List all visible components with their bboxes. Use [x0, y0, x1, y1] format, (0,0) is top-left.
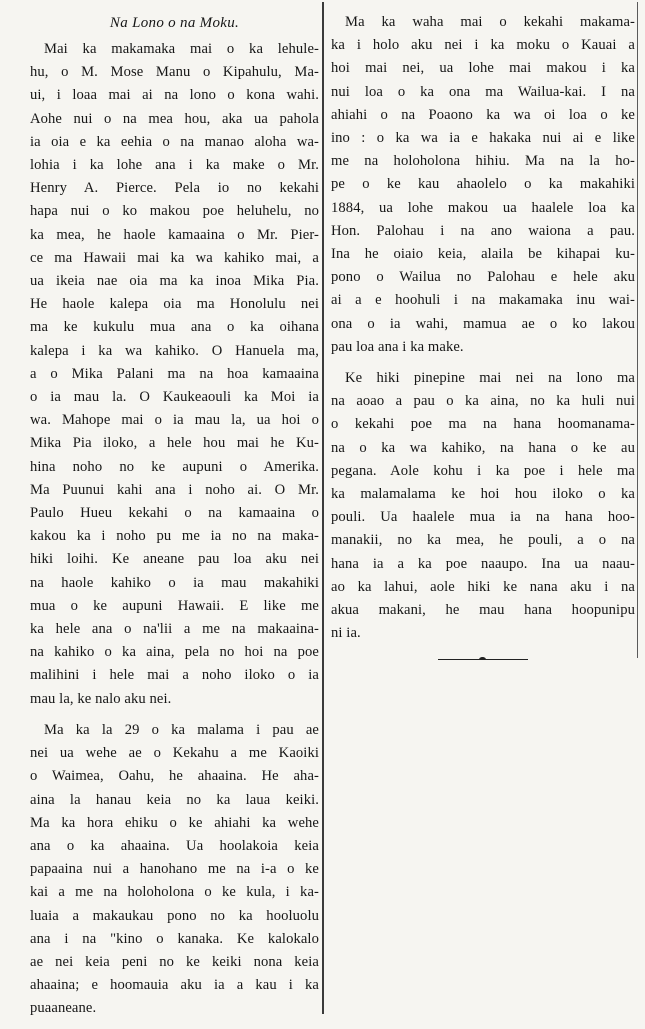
text-line: ao ka lahui, aole hiki ke nana aku i na — [331, 578, 635, 595]
text-line: Aohe nui o na mea hou, aka ua pahola — [30, 110, 319, 127]
text-line: mua o ke aupuni Hawaii. E like me — [30, 597, 319, 614]
article-title: Na Lono o na Moku. — [109, 15, 240, 31]
column-divider — [322, 2, 324, 1014]
text-line: kakou ka i noho pu me ia no na maka- — [30, 528, 319, 545]
text-line: ui, i loaa mai ai na lono o kona wahi. — [30, 87, 319, 104]
text-line: kalepa i ka wa kahiko. O Hanuela ma, — [30, 342, 319, 359]
text-line: na aoao a pau o ka aina, no ka huli nui — [331, 393, 635, 410]
text-line: Mai ka makamaka mai o ka lehule- — [44, 41, 319, 57]
paragraph — [30, 38, 319, 711]
text-line: ahaaina; e hoomauia aku ia a kau i ka — [30, 977, 319, 994]
paragraph — [331, 11, 635, 359]
text-line: ahiahi o na Poaono ka wa oi loa o ke — [331, 106, 635, 123]
text-line: nui loa o ka ona ma Wailua-kai. I na — [331, 83, 635, 100]
text-line: Ma ka waha mai o kekahi makama- — [345, 14, 635, 30]
text-line: wa. Mahope mai o ia mau la, ua hoi o — [30, 412, 319, 429]
text-line: na o ka wa kahiko, na hana o ke au — [331, 439, 635, 456]
text-line: ce ma Hawaii mai ka wa kahiko mai, a — [30, 249, 319, 266]
text-line: kai a me na holoholona o ke kula, i ka- — [30, 884, 319, 901]
end-rule-ornament — [479, 657, 486, 660]
text-line: hoi mai nei, ua lohe mai makou i ka — [331, 60, 635, 77]
text-line: ua ikeia nae oia ma ka inoa Mika Pia. — [30, 273, 319, 290]
text-line: ia oia e ka eehia o na manao aloha wa- — [30, 133, 319, 150]
text-line: hapa nui o ko makou poe heluhelu, no — [30, 203, 319, 220]
text-line: ana i na "kino o kanaka. Ke kalokalo — [30, 930, 319, 947]
text-line: nei ua wehe ae o Kekahu a me Kaoiki — [30, 745, 319, 762]
text-line: o kekahi poe ma na hana hoomanama- — [331, 416, 635, 433]
text-line: Paulo Hueu kekahi o na kamaaina o — [30, 505, 319, 522]
text-line: hu, o M. Mose Manu o Kipahulu, Ma- — [30, 64, 319, 81]
right-column — [331, 0, 635, 660]
text-line: Henry A. Pierce. Pela io no kekahi — [30, 180, 319, 197]
text-line: mau la, ke nalo aku nei. — [30, 690, 172, 707]
text-line: pouli. Ua haalele mua ia na hana hoo- — [331, 509, 635, 526]
text-line: pe o ke kau ahaolelo o ka makahiki — [331, 176, 635, 193]
text-line: Ina he oiaio keia, alaila be kihapai ku- — [331, 246, 635, 263]
text-line: ino : o ka wa ia e hakaka nui ai e like — [331, 130, 635, 147]
text-line: manakii, no ka mea, he pouli, a o na — [331, 532, 635, 549]
text-line: ka i holo aku nei i ka moku o Kauai a — [331, 37, 635, 54]
paragraph — [30, 719, 319, 1021]
text-line: Mika Pia iloko, a hele hou mai he Ku- — [30, 435, 319, 452]
text-line: aina la hanau keia no ka laua keiki. — [30, 791, 319, 808]
text-line: ka hele ana o na'lii a me na makaaina- — [30, 621, 319, 638]
paragraph — [331, 367, 635, 645]
text-line: a o Mika Palani ma na hoa kamaaina — [30, 365, 319, 382]
left-column-body — [30, 38, 319, 1021]
text-line: ona o ia wahi, mamua ae o ko lakou — [331, 315, 635, 332]
text-line: ae nei keia peni no ke keiki nona keia — [30, 953, 319, 970]
text-line: lohia i ka lohe ana i ka make o Mr. — [30, 157, 319, 174]
text-line: Ma Puunui kahi ana i noho ai. O Mr. — [30, 481, 319, 498]
right-column-body — [331, 11, 635, 645]
text-line: na haole kahiko o ia mau makahiki — [30, 574, 319, 591]
text-line: ka mea, he haole kamaaina o Mr. Pier- — [30, 226, 319, 243]
text-line: hina noho no ke aupuni o Amerika. — [30, 458, 319, 475]
text-line: pegana. Aole kohu i ka poe i hele ma — [331, 462, 635, 479]
text-line: puaaneane. — [30, 1000, 97, 1017]
text-line: ka malamalama ke hoi hou iloko o ka — [331, 486, 635, 503]
text-line: 1884, ua lohe makou ua haalele loa ka — [331, 199, 635, 216]
text-line: o ia mau la. O Kaukeaouli ka Moi ia — [30, 389, 319, 406]
text-line: pau loa ana i ka make. — [331, 338, 464, 355]
text-line: o Waimea, Oahu, he ahaaina. He aha- — [30, 768, 319, 785]
end-rule — [438, 659, 528, 660]
text-line: akua makani, he mau hana hoopunipu — [331, 602, 635, 619]
text-line: Ke hiki pinepine mai nei na lono ma — [345, 370, 635, 387]
text-line: pono o Wailua no Palohau e hele aku — [331, 269, 635, 286]
text-line: ai a e hoohuli i na makamaka inu wai- — [331, 292, 635, 309]
text-line: na kahiko o ka aina, pela no hoi na poe — [30, 644, 319, 661]
text-line: ni ia. — [331, 625, 361, 642]
left-column — [30, 0, 319, 1029]
text-line: hana ia a ka poe naaupo. Ina ua naau- — [331, 555, 635, 572]
right-column-border — [637, 2, 638, 658]
text-line: papaaina nui a hanohano me na i-a o ke — [30, 861, 319, 878]
text-line: ma ke kukulu mua ana o ka oihana — [30, 319, 319, 336]
text-line: Ma ka la 29 o ka malama i pau ae — [44, 721, 319, 738]
text-line: malihini i hele mai a noho iloko o ia — [30, 667, 319, 684]
text-line: me na holoholona hihiu. Ma na la ho- — [331, 153, 635, 170]
text-line: luaia a makaukau pono no ka hooluolu — [30, 907, 319, 924]
text-line: ana o ka ahaaina. Ua hoolakoia keia — [30, 837, 319, 854]
text-line: Hon. Palohau i na ano waiona a pau. — [331, 222, 635, 239]
text-line: He haole kalepa oia ma Honolulu nei — [30, 296, 319, 313]
text-line: Ma ka hora ehiku o ke ahiahi ka wehe — [30, 814, 319, 831]
text-line: hiki loihi. Ke aneane pau loa aku nei — [30, 551, 319, 568]
